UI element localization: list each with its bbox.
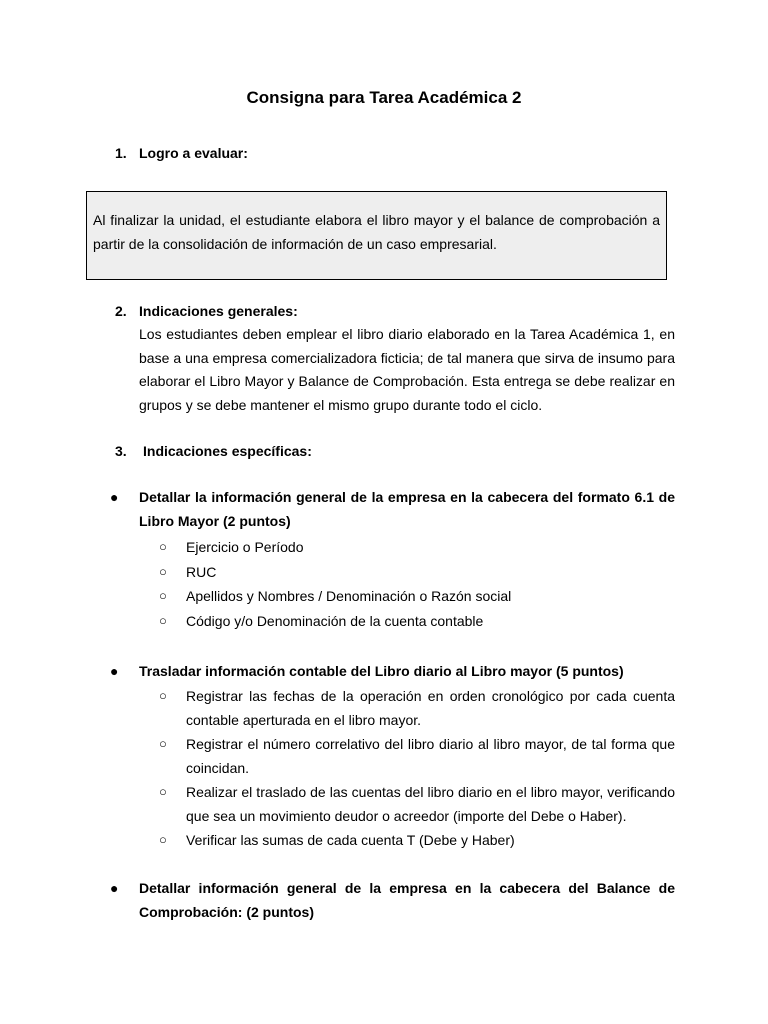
sub-item [159, 780, 675, 828]
sub-item [159, 560, 675, 584]
sub-item [159, 609, 675, 633]
bullet-item [110, 659, 675, 683]
bullet-item [110, 485, 675, 533]
bullet-marker: ● [110, 663, 119, 679]
sub-item-text: Realizar el traslado de las cuentas del libro diario en el libro mayor, verificando que sea un movimiento deudor o acreedor (importe del Debe o Haber). [186, 784, 675, 824]
sub-marker: ○ [159, 564, 167, 579]
achievement-text: Al finalizar la unidad, el estudiante elabora el libro mayor y el balance de comprobación a partir de la consolidación de información de un caso empresarial. [93, 212, 660, 252]
bullet-text: Trasladar información contable del Libro diario al Libro mayor (5 puntos) [139, 663, 624, 679]
sub-item-text: Registrar las fechas de la operación en orden cronológico por cada cuenta contable aperturada en el libro mayor. [186, 688, 675, 728]
section-number: 1. [115, 145, 127, 161]
sub-item-text: Ejercicio o Período [186, 539, 304, 555]
sub-marker: ○ [159, 588, 167, 603]
sub-item-text: Apellidos y Nombres / Denominación o Razón social [186, 588, 512, 604]
achievement-box [86, 191, 667, 280]
section-title: Indicaciones generales: [139, 303, 298, 319]
sub-item [159, 828, 675, 852]
section-general-heading [115, 301, 298, 321]
sub-item-text: Verificar las sumas de cada cuenta T (Debe y Haber) [186, 832, 515, 848]
sub-marker: ○ [159, 688, 167, 703]
bullet-text: Detallar la información general de la empresa en la cabecera del formato 6.1 de Libro Mayor (2 puntos) [139, 489, 675, 529]
sub-marker: ○ [159, 832, 167, 847]
bullet-text: Detallar información general de la empresa en la cabecera del Balance de Comprobación: (2 puntos) [139, 880, 675, 920]
section-number: 3. [115, 443, 127, 459]
sub-item-text: Código y/o Denominación de la cuenta contable [186, 613, 484, 629]
sub-item [159, 684, 675, 732]
sub-item [159, 584, 675, 608]
sub-marker: ○ [159, 784, 167, 799]
sub-item-text: Registrar el número correlativo del libro diario al libro mayor, de tal forma que coincidan. [186, 736, 675, 776]
page-title: Consigna para Tarea Académica 2 [246, 88, 522, 107]
section-title: Logro a evaluar: [139, 145, 248, 161]
bullet-marker: ● [110, 880, 119, 896]
sub-item-text: RUC [186, 564, 217, 580]
bullet-item [110, 876, 675, 924]
sub-marker: ○ [159, 736, 167, 751]
section-number: 2. [115, 303, 127, 319]
section-title: Indicaciones específicas: [143, 443, 312, 459]
general-instructions-text: Los estudiantes deben emplear el libro diario elaborado en la Tarea Académica 1, en base a una empresa comercializadora ficticia; de tal manera que sirva de insumo para elaborar el Libro Mayor y Balance de Comprobación. Esta entrega se debe realizar en grupos y se debe mantener el mismo grupo durante todo el ciclo. [139, 326, 675, 413]
section-specific-heading [115, 441, 312, 461]
sub-marker: ○ [159, 539, 167, 554]
sub-marker: ○ [159, 613, 167, 628]
sub-item [159, 535, 675, 559]
bullet-marker: ● [110, 489, 119, 505]
section-logro-heading [115, 143, 248, 163]
sub-item [159, 732, 675, 780]
